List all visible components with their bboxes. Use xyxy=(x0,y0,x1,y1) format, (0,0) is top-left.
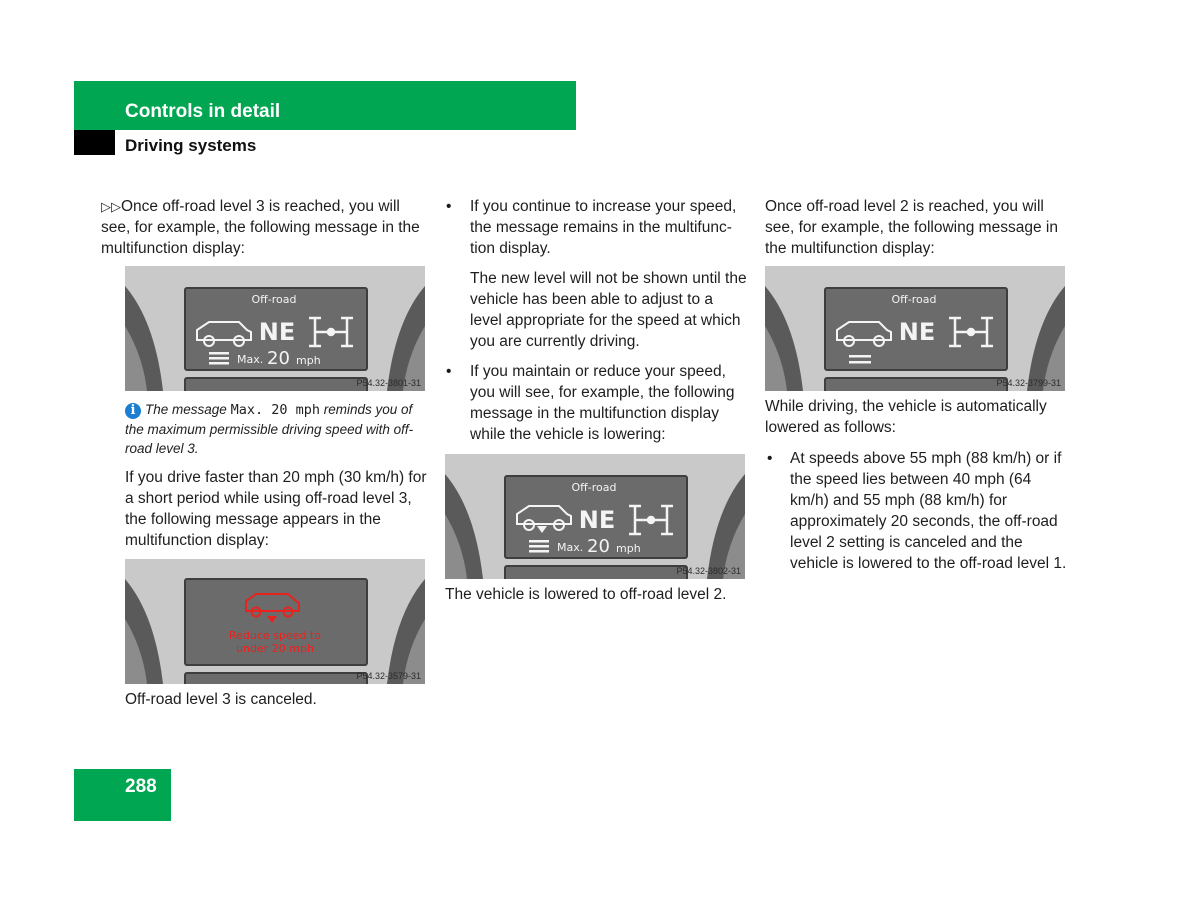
display3-title: Off-road xyxy=(571,481,617,494)
display-offroad-level3 xyxy=(125,266,425,391)
bullet-dot: • xyxy=(446,198,452,215)
display4-direction: NE xyxy=(898,318,936,346)
display3-speed-value: 20 xyxy=(587,536,610,557)
col1-intro xyxy=(101,196,431,259)
level-bars-icon xyxy=(209,352,229,365)
col1-paragraph2: If you drive faster than 20 mph (30 km/h) for a short period while using off-road level 3, the following message appears in the multifunction display: xyxy=(125,469,427,549)
bullet-dot: • xyxy=(446,363,452,380)
bullet-dot: • xyxy=(767,450,773,467)
display4-code: P54.32-3799-31 xyxy=(996,378,1061,388)
display1-speed-unit: mph xyxy=(296,354,321,367)
col1-intro-text: Once off-road level 3 is reached, you will see, for example, the following message in the multifunction display: xyxy=(101,198,420,257)
display1-speed-value: 20 xyxy=(267,348,290,369)
col2-paragraph1: The new level will not be shown until the vehicle has been able to adjust to a level appropriate for the speed at which you are currently driving. xyxy=(470,270,747,350)
display-lowering xyxy=(445,454,745,579)
col2-bullet1: If you continue to increase your speed, the message remains in the multifunc-tion display. xyxy=(470,198,737,257)
level-bars-icon xyxy=(529,540,549,553)
display2-line1: Reduce speed to xyxy=(229,629,321,642)
display-offroad-level2 xyxy=(765,266,1065,391)
section-title: Controls in detail xyxy=(125,101,281,122)
display-reduce-speed xyxy=(125,559,425,684)
col1-paragraph3: Off-road level 3 is canceled. xyxy=(125,691,317,708)
subsection-title: Driving systems xyxy=(125,136,257,155)
col2-bullet2: If you maintain or reduce your speed, you will see, for example, the following message in the multifunction display while the vehicle is lowering: xyxy=(470,363,735,443)
col2-paragraph2: The vehicle is lowered to off-road level 2. xyxy=(445,586,727,603)
note-code: Max. 20 mph xyxy=(230,402,320,418)
page-number: 288 xyxy=(125,776,157,797)
display1-title: Off-road xyxy=(251,293,297,306)
display2-line2: under 20 mph xyxy=(236,642,314,655)
display3-speed-prefix: Max. xyxy=(557,541,584,554)
display1-speed-prefix: Max. xyxy=(237,353,264,366)
continuation-mark: ▷▷ xyxy=(101,199,121,214)
display1-code: P54.32-3801-31 xyxy=(356,378,421,388)
header-black-tab xyxy=(74,130,115,155)
display2-code: P54.32-3579-31 xyxy=(356,671,421,681)
col3-paragraph1: Once off-road level 2 is reached, you will see, for example, the following message in the multifunction display: xyxy=(765,198,1058,257)
display4-title: Off-road xyxy=(891,293,937,306)
display3-speed-unit: mph xyxy=(616,542,641,555)
info-note: i The message Max. 20 mph reminds you of the maximum permissible driving speed with off-road level 3. xyxy=(125,402,414,456)
col3-paragraph2: While driving, the vehicle is automatically lowered as follows: xyxy=(765,398,1047,436)
display3-direction: NE xyxy=(578,506,616,534)
display3-code: P54.32-3802-31 xyxy=(676,566,741,576)
col3-bullet1: At speeds above 55 mph (88 km/h) or if the speed lies between 40 mph (64 km/h) and 55 mph (88 km/h) for approximately 20 seconds, the off-road level 2 setting is canceled and the vehicle is lowered to the off-road level 1. xyxy=(790,450,1067,572)
info-icon: i xyxy=(125,403,141,419)
display1-direction: NE xyxy=(258,318,296,346)
